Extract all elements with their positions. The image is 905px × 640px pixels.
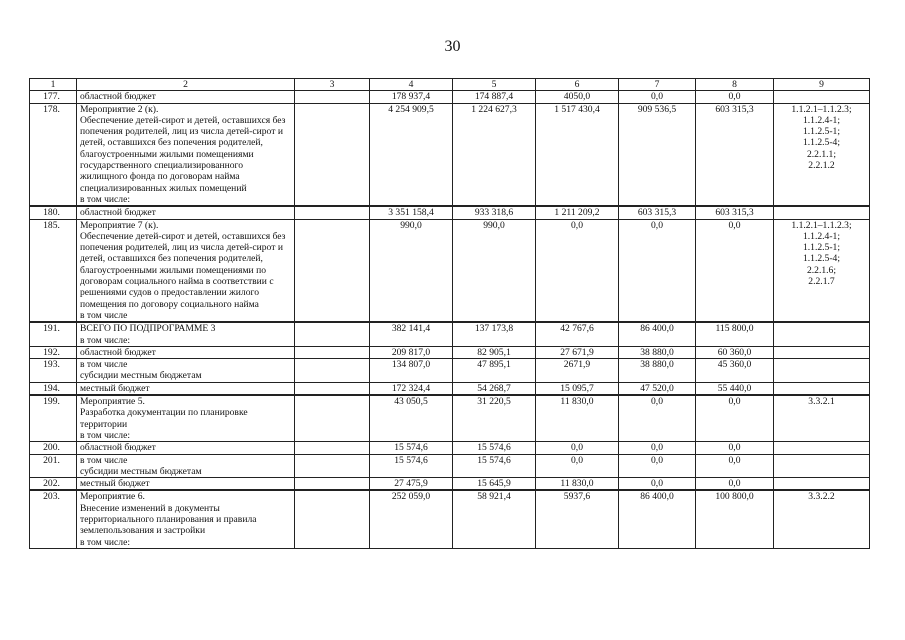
column-4-value-cell: 252 059,0 xyxy=(370,490,453,548)
column-6-value-cell: 27 671,9 xyxy=(536,346,619,358)
column-5-value-cell: 933 318,6 xyxy=(453,206,536,219)
column-3-cell xyxy=(295,382,370,395)
row-number-cell: 177. xyxy=(30,91,77,103)
column-3-cell xyxy=(295,103,370,206)
column-5-value-cell: 15 645,9 xyxy=(453,478,536,491)
column-8-value-cell: 0,0 xyxy=(696,454,774,478)
row-codes-cell xyxy=(774,382,870,395)
indicator-code: 1.1.2.5-1; xyxy=(802,242,841,254)
row-codes-cell xyxy=(774,395,870,442)
column-8-value-cell: 0,0 xyxy=(696,91,774,103)
table-row xyxy=(30,454,870,478)
column-4-value-cell: 15 574,6 xyxy=(370,454,453,478)
indicator-code: 1.1.2.1–1.1.2.3; xyxy=(791,219,852,231)
header-row xyxy=(30,79,870,91)
column-6-value-cell: 0,0 xyxy=(536,219,619,322)
column-6-value-cell: 15 095,7 xyxy=(536,382,619,395)
column-4-value-cell: 382 141,4 xyxy=(370,322,453,346)
column-4-value-cell: 990,0 xyxy=(370,219,453,322)
row-description-cell: ВСЕГО ПО ПОДПРОГРАММЕ 3 в том числе: xyxy=(77,322,295,346)
header-cell-1: 1 xyxy=(30,79,77,91)
row-codes-cell xyxy=(774,219,870,322)
row-number-cell: 193. xyxy=(30,359,77,383)
column-7-value-cell: 909 536,5 xyxy=(619,103,696,206)
column-4-value-cell: 27 475,9 xyxy=(370,478,453,491)
column-7-value-cell: 0,0 xyxy=(619,454,696,478)
column-5-value-cell: 58 921,4 xyxy=(453,490,536,548)
column-3-cell xyxy=(295,91,370,103)
row-number-cell: 199. xyxy=(30,395,77,442)
table-row xyxy=(30,206,870,219)
table-row xyxy=(30,395,870,442)
column-5-value-cell: 174 887,4 xyxy=(453,91,536,103)
column-6-value-cell: 11 830,0 xyxy=(536,395,619,442)
row-number-cell: 200. xyxy=(30,442,77,454)
column-4-value-cell: 209 817,0 xyxy=(370,346,453,358)
column-8-value-cell: 55 440,0 xyxy=(696,382,774,395)
column-5-value-cell: 15 574,6 xyxy=(453,442,536,454)
header-cell-7: 7 xyxy=(619,79,696,91)
column-7-value-cell: 38 880,0 xyxy=(619,359,696,383)
table-row xyxy=(30,359,870,383)
row-description-cell: областной бюджет xyxy=(77,206,295,219)
column-5-value-cell: 137 173,8 xyxy=(453,322,536,346)
column-7-value-cell: 0,0 xyxy=(619,395,696,442)
row-number-cell: 203. xyxy=(30,490,77,548)
indicator-code: 2.2.1.6; xyxy=(806,264,837,276)
row-description-cell: Мероприятие 5. Разработка документации по планировке территории в том числе: xyxy=(77,395,295,442)
column-7-value-cell: 86 400,0 xyxy=(619,322,696,346)
column-5-value-cell: 47 895,1 xyxy=(453,359,536,383)
column-4-value-cell: 172 324,4 xyxy=(370,382,453,395)
header-cell-4: 4 xyxy=(370,79,453,91)
row-number-cell: 191. xyxy=(30,322,77,346)
column-8-value-cell: 603 315,3 xyxy=(696,206,774,219)
column-4-value-cell: 15 574,6 xyxy=(370,442,453,454)
column-8-value-cell: 115 800,0 xyxy=(696,322,774,346)
column-3-cell xyxy=(295,478,370,491)
row-codes-cell xyxy=(774,490,870,548)
indicator-code: 2.2.1.7 xyxy=(808,276,835,288)
column-8-value-cell: 0,0 xyxy=(696,478,774,491)
row-codes-cell xyxy=(774,103,870,206)
column-8-value-cell: 100 800,0 xyxy=(696,490,774,548)
indicator-code: 3.3.2.2 xyxy=(808,491,835,503)
column-3-cell xyxy=(295,359,370,383)
column-5-value-cell: 31 220,5 xyxy=(453,395,536,442)
column-7-value-cell: 0,0 xyxy=(619,219,696,322)
column-6-value-cell: 0,0 xyxy=(536,454,619,478)
row-codes-cell xyxy=(774,206,870,219)
column-5-value-cell: 15 574,6 xyxy=(453,454,536,478)
column-3-cell xyxy=(295,219,370,322)
column-4-value-cell: 178 937,4 xyxy=(370,91,453,103)
column-3-cell xyxy=(295,442,370,454)
row-description-cell: областной бюджет xyxy=(77,91,295,103)
row-codes-cell xyxy=(774,91,870,103)
header-cell-9: 9 xyxy=(774,79,870,91)
header-cell-3: 3 xyxy=(295,79,370,91)
indicator-code: 1.1.2.4-1; xyxy=(802,114,841,126)
column-4-value-cell: 3 351 158,4 xyxy=(370,206,453,219)
column-7-value-cell: 86 400,0 xyxy=(619,490,696,548)
column-8-value-cell: 603 315,3 xyxy=(696,103,774,206)
column-6-value-cell: 4050,0 xyxy=(536,91,619,103)
row-number-cell: 180. xyxy=(30,206,77,219)
column-8-value-cell: 0,0 xyxy=(696,442,774,454)
column-5-value-cell: 1 224 627,3 xyxy=(453,103,536,206)
row-number-cell: 194. xyxy=(30,382,77,395)
header-cell-2: 2 xyxy=(77,79,295,91)
column-6-value-cell: 2671,9 xyxy=(536,359,619,383)
row-description-cell: местный бюджет xyxy=(77,382,295,395)
row-description-cell: Мероприятие 7 (к). Обеспечение детей-сирот и детей, оставшихся без попечения родителей, лиц из числа детей-сирот и детей, оставшихся без попечения родителей, благоустроенными жилыми помещениями по договорам социального найма в соответствии с решениями судов о предоставлении жилого помещения по договору социального найма в том числе xyxy=(77,219,295,322)
indicator-code: 2.2.1.1; xyxy=(806,148,837,160)
column-7-value-cell: 0,0 xyxy=(619,442,696,454)
row-description-cell: местный бюджет xyxy=(77,478,295,491)
table-row xyxy=(30,219,870,322)
column-6-value-cell: 11 830,0 xyxy=(536,478,619,491)
column-4-value-cell: 43 050,5 xyxy=(370,395,453,442)
indicator-code: 3.3.2.1 xyxy=(808,396,835,408)
page-number: 30 xyxy=(444,38,461,55)
column-8-value-cell: 60 360,0 xyxy=(696,346,774,358)
column-8-value-cell: 45 360,0 xyxy=(696,359,774,383)
column-3-cell xyxy=(295,395,370,442)
indicator-code: 2.2.1.2 xyxy=(808,160,835,172)
column-6-value-cell: 0,0 xyxy=(536,442,619,454)
column-7-value-cell: 0,0 xyxy=(619,91,696,103)
indicator-code: 1.1.2.5-4; xyxy=(802,137,841,149)
header-cell-6: 6 xyxy=(536,79,619,91)
column-3-cell xyxy=(295,454,370,478)
column-6-value-cell: 1 517 430,4 xyxy=(536,103,619,206)
column-7-value-cell: 38 880,0 xyxy=(619,346,696,358)
row-description-cell: в том числе субсидии местным бюджетам xyxy=(77,454,295,478)
row-codes-cell xyxy=(774,442,870,454)
indicator-code: 1.1.2.1–1.1.2.3; xyxy=(791,103,852,115)
column-7-value-cell: 0,0 xyxy=(619,478,696,491)
column-5-value-cell: 990,0 xyxy=(453,219,536,322)
row-number-cell: 202. xyxy=(30,478,77,491)
header-cell-8: 8 xyxy=(696,79,774,91)
table-row xyxy=(30,103,870,206)
row-number-cell: 192. xyxy=(30,346,77,358)
column-6-value-cell: 5937,6 xyxy=(536,490,619,548)
row-description-cell: Мероприятие 2 (к). Обеспечение детей-сирот и детей, оставшихся без попечения родителей, лиц из числа детей-сирот и детей, оставшихся без попечения родителей, благоустроенными жилыми помещениями государственного специализированного жилищного фонда по договорам найма специализированных жилых помещений в том числе: xyxy=(77,103,295,206)
row-codes-cell xyxy=(774,322,870,346)
row-number-cell: 185. xyxy=(30,219,77,322)
column-6-value-cell: 1 211 209,2 xyxy=(536,206,619,219)
table-row xyxy=(30,322,870,346)
row-number-cell: 178. xyxy=(30,103,77,206)
indicator-code: 1.1.2.5-1; xyxy=(802,126,841,138)
column-3-cell xyxy=(295,346,370,358)
column-5-value-cell: 82 905,1 xyxy=(453,346,536,358)
row-description-cell: Мероприятие 6. Внесение изменений в документы территориального планирования и правила землепользования и застройки в том числе: xyxy=(77,490,295,548)
table-row xyxy=(30,478,870,491)
row-description-cell: областной бюджет xyxy=(77,346,295,358)
column-4-value-cell: 134 807,0 xyxy=(370,359,453,383)
column-6-value-cell: 42 767,6 xyxy=(536,322,619,346)
table-row xyxy=(30,346,870,358)
row-description-cell: в том числе субсидии местным бюджетам xyxy=(77,359,295,383)
table-row xyxy=(30,382,870,395)
column-8-value-cell: 0,0 xyxy=(696,395,774,442)
column-7-value-cell: 603 315,3 xyxy=(619,206,696,219)
table-row xyxy=(30,91,870,103)
row-codes-cell xyxy=(774,454,870,478)
row-codes-cell xyxy=(774,346,870,358)
row-description-cell: областной бюджет xyxy=(77,442,295,454)
column-3-cell xyxy=(295,322,370,346)
table-row xyxy=(30,490,870,548)
column-3-cell xyxy=(295,490,370,548)
indicator-code: 1.1.2.4-1; xyxy=(802,230,841,242)
column-8-value-cell: 0,0 xyxy=(696,219,774,322)
column-4-value-cell: 4 254 909,5 xyxy=(370,103,453,206)
table-row xyxy=(30,442,870,454)
header-cell-5: 5 xyxy=(453,79,536,91)
budget-table xyxy=(29,78,870,549)
row-codes-cell xyxy=(774,478,870,491)
column-7-value-cell: 47 520,0 xyxy=(619,382,696,395)
indicator-code: 1.1.2.5-4; xyxy=(802,253,841,265)
row-codes-cell xyxy=(774,359,870,383)
row-number-cell: 201. xyxy=(30,454,77,478)
column-3-cell xyxy=(295,206,370,219)
column-5-value-cell: 54 268,7 xyxy=(453,382,536,395)
